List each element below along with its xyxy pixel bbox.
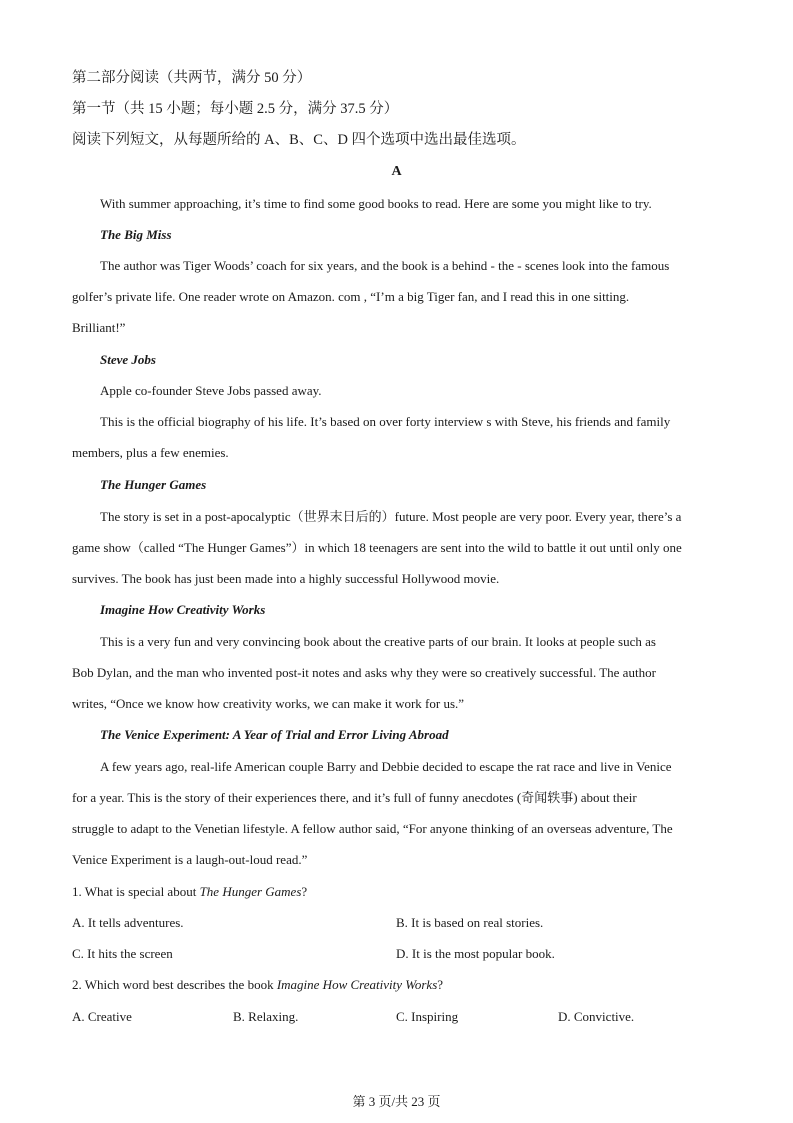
answer-option: D. It is the most popular book. (396, 946, 555, 961)
instruction-text: 阅读下列短文，从每题所给的 A、B、C、D 四个选项中选出最佳选项。 (72, 132, 526, 148)
book-text-line: This is the official biography of his life. It’s based on over forty interview s with Steve, his friends and family (100, 414, 671, 429)
question-stem-suffix: ? (301, 884, 308, 899)
book-text-line: for a year. This is the story of their experiences there, and it’s full of funny anecdotes (奇闻轶事) about their (72, 790, 637, 805)
book-title: The Big Miss (100, 227, 172, 242)
book-text-line: Brilliant!” (72, 320, 126, 335)
answer-option: A. Creative (72, 1009, 132, 1024)
book-text-line: survives. The book has just been made into a highly successful Hollywood movie. (72, 571, 500, 586)
book-text-line: golfer’s private life. One reader wrote on Amazon. com , “I’m a big Tiger fan, and I read this in one sitting. (72, 289, 630, 304)
question-stem-suffix: ? (437, 977, 444, 992)
book-text-line: members, plus a few enemies. (72, 445, 229, 460)
book-text-line: writes, “Once we know how creativity works, we can make it work for us.” (72, 696, 465, 711)
book-text-line: Venice Experiment is a laugh-out-loud read.” (72, 852, 308, 867)
answer-option: B. It is based on real stories. (396, 915, 544, 930)
section-heading: 第一节（共 15 小题；每小题 2.5 分，满分 37.5 分） (72, 101, 399, 117)
question-stem-prefix: 1. What is special about (72, 884, 200, 899)
page-number: 第 3 页/共 23 页 (352, 1094, 441, 1109)
question-stem (72, 976, 443, 994)
answer-option: D. Convictive. (558, 1009, 635, 1024)
book-title: The Hunger Games (100, 477, 207, 492)
book-text-line: The story is set in a post-apocalyptic（世界末日后的）future. Most people are very poor. Every year, there’s a (100, 509, 682, 524)
answer-option: C. It hits the screen (72, 946, 173, 961)
intro-paragraph: With summer approaching, it’s time to find some good books to read. Here are some you might like to try. (100, 196, 652, 211)
answer-option: B. Relaxing. (233, 1009, 299, 1024)
book-title: Steve Jobs (100, 352, 156, 367)
book-text-line: Bob Dylan, and the man who invented post-it notes and asks why they were so creatively successful. The author (72, 665, 656, 680)
question-stem-book-title: Imagine How Creativity Works (276, 977, 438, 992)
book-text-line: game show（called “The Hunger Games”）in which 18 teenagers are sent into the wild to battle it out until only one (72, 540, 682, 555)
book-text-line: The author was Tiger Woods’ coach for six years, and the book is a behind - the - scenes look into the famous (100, 258, 670, 273)
part-heading: 第二部分阅读（共两节，满分 50 分） (72, 70, 312, 86)
question-stem (72, 883, 307, 901)
answer-option: C. Inspiring (396, 1009, 459, 1024)
book-text-line: struggle to adapt to the Venetian lifestyle. A fellow author said, “For anyone thinking of an overseas adventure, The (72, 821, 673, 836)
passage-label: A (391, 164, 402, 179)
answer-option: A. It tells adventures. (72, 915, 184, 930)
question-stem-book-title: The Hunger Games (199, 884, 302, 899)
book-title: The Venice Experiment: A Year of Trial and Error Living Abroad (100, 727, 449, 742)
question-stem-prefix: 2. Which word best describes the book (72, 977, 277, 992)
book-text-line: A few years ago, real-life American couple Barry and Debbie decided to escape the rat race and live in Venice (100, 759, 672, 774)
book-text-line: This is a very fun and very convincing book about the creative parts of our brain. It looks at people such as (100, 634, 656, 649)
book-title: Imagine How Creativity Works (100, 602, 266, 617)
book-text-line: Apple co-founder Steve Jobs passed away. (100, 383, 322, 398)
